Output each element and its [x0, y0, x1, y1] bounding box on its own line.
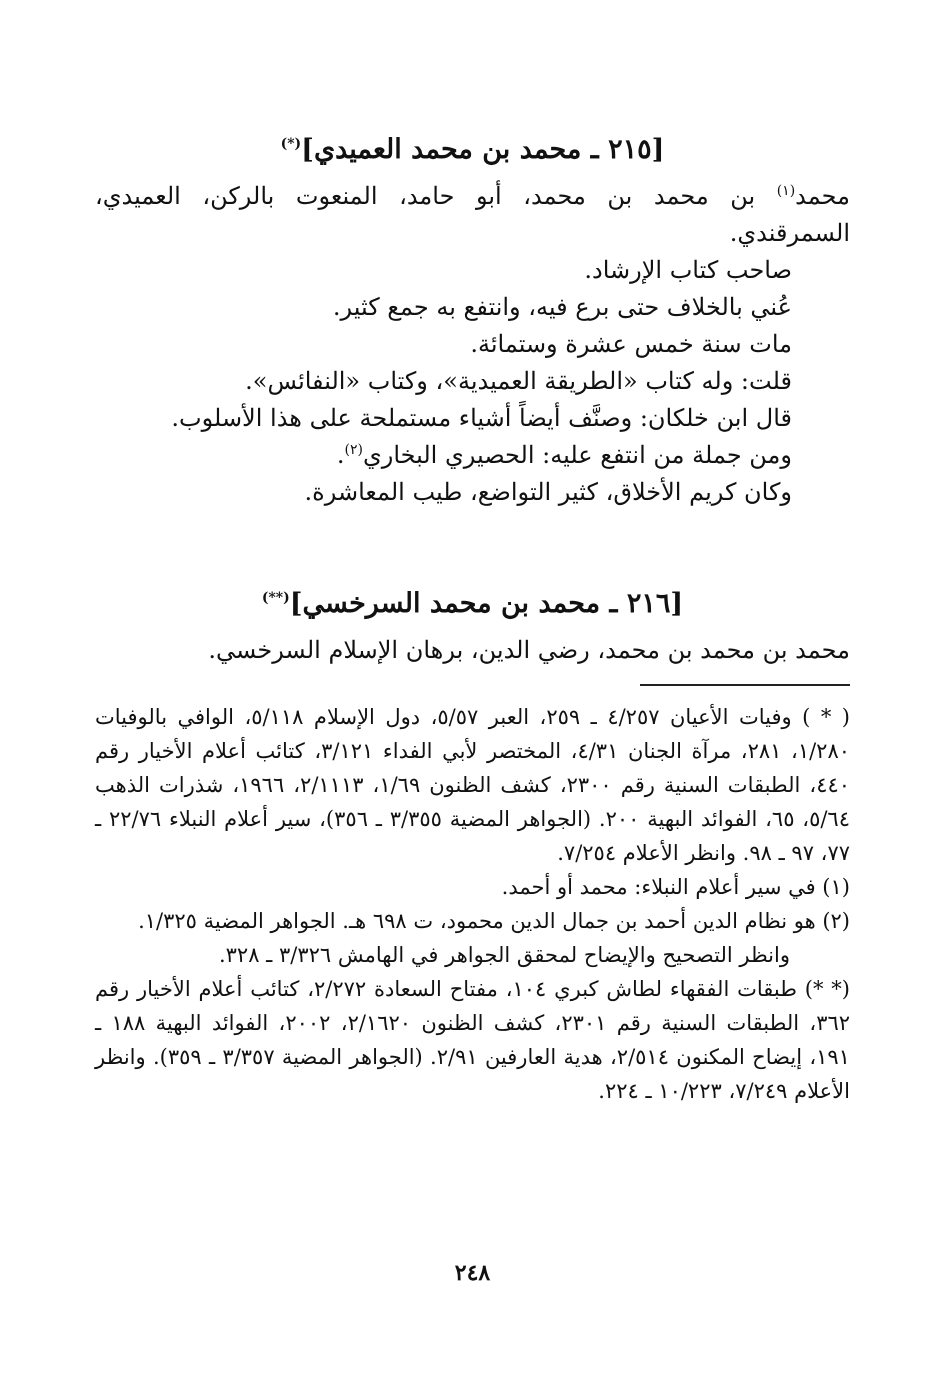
- entry-215-hassiri-line: [95, 437, 850, 474]
- entry-215-footnote-mark: (*): [280, 136, 302, 152]
- entry-215-name-word: محمد: [795, 182, 850, 210]
- footnote-ref-1: (١): [776, 183, 796, 199]
- entry-216-title: [95, 584, 850, 624]
- footnote-2-continuation: وانظر التصحيح والإيضاح لمحقق الجواهر في الهامش ٣/٣٢٦ ـ ٣٢٨.: [218, 943, 790, 967]
- entry-216-footnote-mark: (**): [261, 590, 290, 606]
- footnote-star-1: ( * ) وفيات الأعيان ٤/٢٥٧ ـ ٢٥٩، العبر ٥/٥٧، دول الإسلام ٥/١١٨، الوافي بالوفيات ١/٢٨٠، ٢٨١، مرآة الجنان ٤/٣١، المختصر لأبي الفداء ٣/١٢١، كتائب أعلام الأخيار رقم ٤٤٠، الطبقات السنية رقم ٢٣٠٠، كشف الظنون ١/٦٩، ٢/١١١٣، ١٩٦٦، شذرات الذهب ٥/٦٤، ٦٥، الفوائد البهية ٢٠٠. (الجواهر المضية ٣/٣٥٥ ـ ٣٥٦)، سير أعلام النبلاء ٢٢/٧٦ ـ ٧٧، ٩٧ ـ ٩٨. وانظر الأعلام ٧/٢٥٤.: [95, 705, 851, 865]
- entry-215-line: مات سنة خمس عشرة وستمائة.: [470, 330, 792, 358]
- entry-215-line: صاحب كتاب الإرشاد.: [584, 256, 792, 284]
- entry-215-last-line: وكان كريم الأخلاق، كثير التواضع، طيب المعاشرة.: [304, 478, 792, 506]
- entry-216-text: محمد بن محمد بن محمد، رضي الدين، برهان الإسلام السرخسي.: [208, 636, 850, 664]
- entry-216-body: [95, 632, 850, 669]
- page-number: ٢٤٨: [454, 1260, 491, 1286]
- entry-215-line: قلت: وله كتاب «الطريقة العميدية»، وكتاب «النفائس».: [245, 367, 792, 395]
- entry-215-name-rest: بن محمد بن محمد، أبو حامد، المنعوت بالركن، العميدي، السمرقندي.: [95, 182, 850, 247]
- footnote-1: (١) في سير أعلام النبلاء: محمد أو أحمد.: [501, 875, 850, 899]
- entry-215-line: قال ابن خلكان: وصنَّف أيضاً أشياء مستملحة على هذا الأسلوب.: [171, 404, 792, 432]
- book-page: [95, 0, 850, 1377]
- footnote-separator: [640, 684, 850, 686]
- entry-216-title-text: [٢١٦ ـ محمد بن محمد السرخسي]: [289, 588, 684, 619]
- footnotes: [95, 700, 850, 1108]
- entry-215-name-line: [95, 178, 850, 252]
- entry-215-title: [95, 130, 850, 170]
- entry-215-body: [95, 178, 850, 511]
- entry-215-hassiri-end: .: [336, 441, 345, 469]
- footnote-ref-2: (٢): [344, 442, 363, 458]
- entry-215-hassiri-text: ومن جملة من انتفع عليه: الحصيري البخاري: [362, 441, 792, 469]
- entry-215-title-text: [٢١٥ ـ محمد بن محمد العميدي]: [301, 134, 665, 165]
- footnote-star-2: (* *) طبقات الفقهاء لطاش كبري ١٠٤، مفتاح السعادة ٢/٢٧٢، كتائب أعلام الأخيار رقم ٣٦٢، الطبقات السنية رقم ٢٣٠١، كشف الظنون ٢/١٦٢٠، ٢٠٠٢، الفوائد البهية ١٨٨ ـ ١٩١، إيضاح المكنون ٢/٥١٤، هدية العارفين ٢/٩١. (الجواهر المضية ٣/٣٥٧ ـ ٣٥٩). وانظر الأعلام ٧/٢٤٩، ١٠/٢٢٣ ـ ٢٢٤.: [95, 977, 851, 1103]
- entry-215-line: عُني بالخلاف حتى برع فيه، وانتفع به جمع كثير.: [332, 293, 792, 321]
- footnote-2: (٢) هو نظام الدين أحمد بن جمال الدين محمود، ت ٦٩٨ هـ. الجواهر المضية ١/٣٢٥.: [138, 909, 850, 933]
